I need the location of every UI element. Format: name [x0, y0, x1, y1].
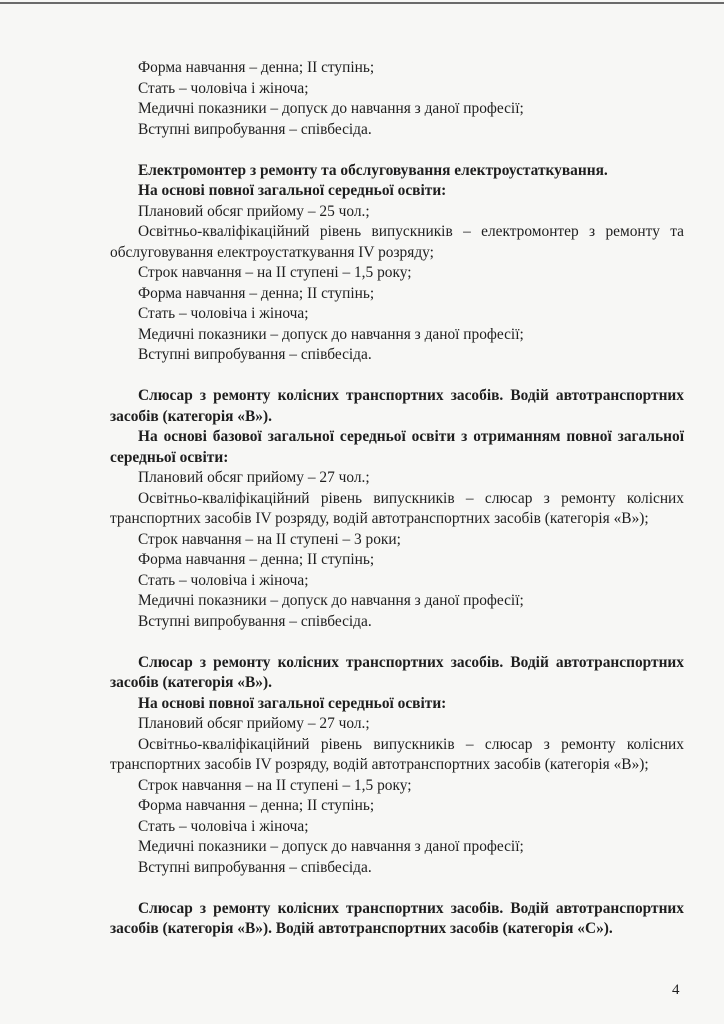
section-heading: На основі повної загальної середньої освіти:: [138, 694, 447, 712]
paragraph: Медичні показники – допуск до навчання з даної професії;: [138, 325, 524, 343]
scan-top-edge: [0, 2, 724, 4]
paragraph: Вступні випробування – співбесіда.: [138, 612, 372, 630]
section-heading: На основі повної загальної середньої освіти:: [138, 182, 447, 199]
paragraph: Вступні випробування – співбесіда.: [138, 120, 372, 138]
paragraph: Плановий обсяг прийому – 27 чол.;: [138, 715, 370, 732]
paragraph: Медичні показники – допуск до навчання з даної професії;: [138, 100, 524, 117]
paragraph: Плановий обсяг прийому – 25 чол.;: [138, 202, 370, 220]
paragraph-gap: [110, 366, 684, 387]
section-heading: Слюсар з ремонту колісних транспортних засобів. Водій автотранспортних засобів (категорія «В»).: [110, 653, 684, 691]
paragraph: Стать – чоловіча і жіноча;: [138, 79, 309, 97]
paragraph: Стать – чоловіча і жіноча;: [138, 817, 309, 835]
paragraph: Форма навчання – денна; ІІ ступінь;: [138, 551, 375, 568]
section-heading: Електромонтер з ремонту та обслуговування електроустаткування.: [138, 161, 608, 179]
paragraph: Вступні випробування – співбесіда.: [138, 858, 372, 876]
paragraph-gap: [110, 140, 684, 161]
paragraph-gap: [110, 632, 684, 653]
paragraph-gap: [110, 878, 684, 899]
paragraph: Форма навчання – денна; ІІ ступінь;: [138, 797, 375, 814]
page-number: 4: [672, 982, 680, 998]
paragraph: Строк навчання – на ІІ ступені – 3 роки;: [138, 530, 401, 548]
paragraph: Плановий обсяг прийому – 27 чол.;: [138, 469, 370, 486]
paragraph: Строк навчання – на ІІ ступені – 1,5 року;: [138, 776, 412, 794]
paragraph: Освітньо-кваліфікаційний рівень випускників – електромонтер з ремонту та обслуговування електроустаткування IV розряду;: [110, 223, 684, 261]
paragraph: Освітньо-кваліфікаційний рівень випускників – слюсар з ремонту колісних транспортних засобів IV розряду, водій автотранспортних засобів (категорія «В»);: [110, 489, 684, 527]
paragraph: Медичні показники – допуск до навчання з даної професії;: [138, 838, 524, 855]
paragraph: Стать – чоловіча і жіноча;: [138, 305, 309, 322]
paragraph: Форма навчання – денна; ІІ ступінь;: [138, 284, 375, 302]
paragraph: Стать – чоловіча і жіноча;: [138, 571, 309, 589]
paragraph: Освітньо-кваліфікаційний рівень випускників – слюсар з ремонту колісних транспортних засобів IV розряду, водій автотранспортних засобів (категорія «В»);: [110, 735, 684, 773]
paragraph: Медичні показники – допуск до навчання з даної професії;: [138, 592, 524, 609]
paragraph: Строк навчання – на ІІ ступені – 1,5 року;: [138, 264, 412, 281]
section-heading: На основі базової загальної середньої освіти з отриманням повної загальної середньої освіти:: [110, 428, 684, 466]
paragraph: Вступні випробування – співбесіда.: [138, 346, 372, 363]
section-heading: Слюсар з ремонту колісних транспортних засобів. Водій автотранспортних засобів (категорія «В»).: [110, 387, 684, 425]
section-heading: Слюсар з ремонту колісних транспортних засобів. Водій автотранспортних засобів (категорія «В»). Водій автотранспортних засобів (категорія «С»).: [110, 899, 684, 937]
document-body: [110, 58, 684, 940]
paragraph: Форма навчання – денна; ІІ ступінь;: [138, 59, 375, 76]
